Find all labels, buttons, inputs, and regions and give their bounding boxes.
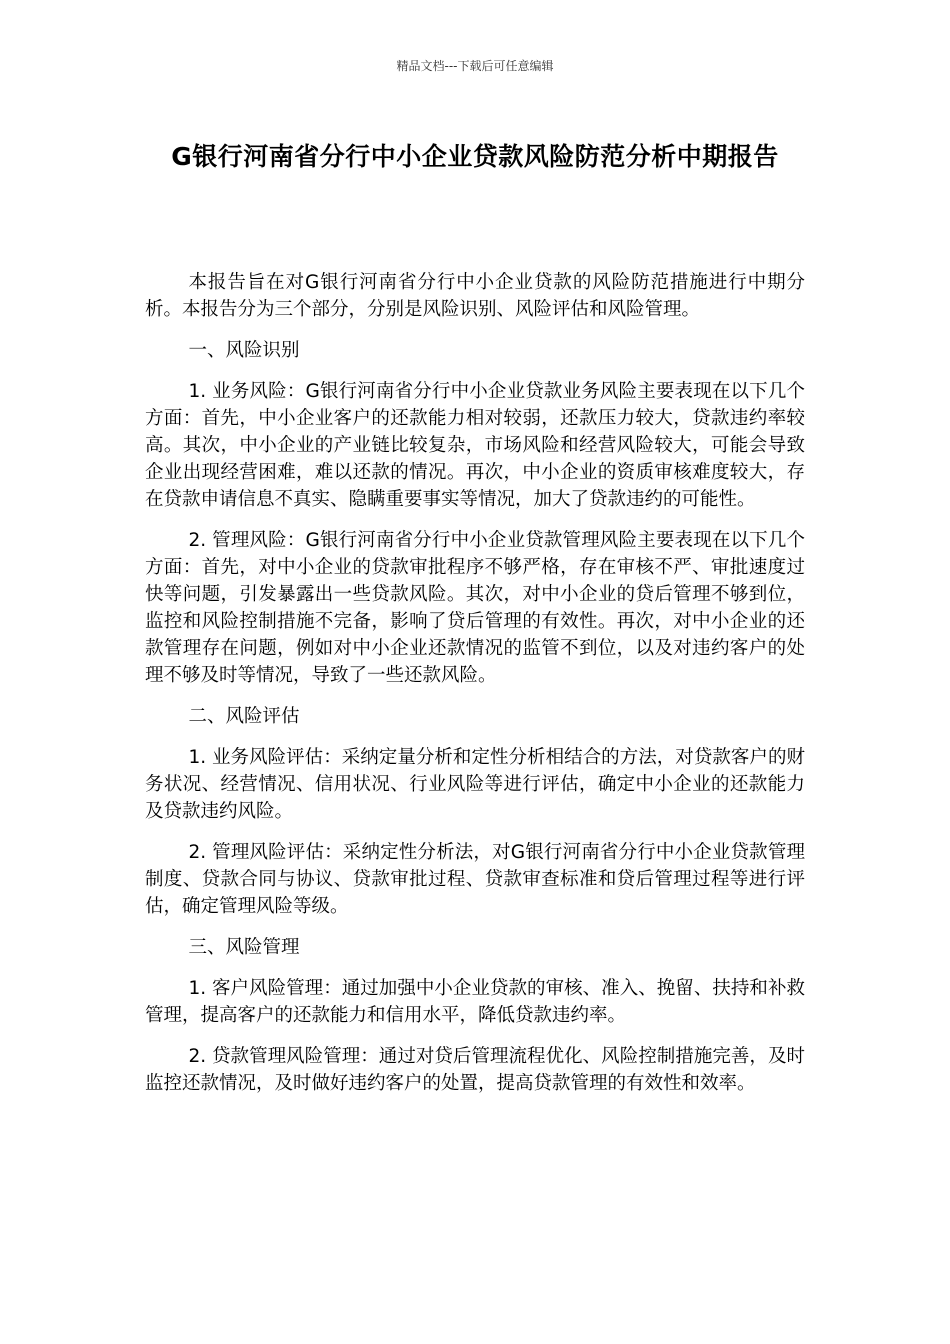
paragraph-customer-risk-management: 1. 客户风险管理：通过加强中小企业贷款的审核、准入、挽留、扶持和补救管理，提高客户的还款能力和信用水平，降低贷款违约率。 [145, 978, 805, 1026]
paragraph-management-risk: 2. 管理风险：G银行河南省分行中小企业贷款管理风险主要表现在以下几个方面：首先，对中小企业的贷款审批程序不够严格，存在审核不严、审批速度过快等问题，引发暴露出一些贷款风险。其次，对中小企业的贷后管理不够到位，监控和风险控制措施不完备，影响了贷后管理的有效性。再次，对中小企业的还款管理存在问题，例如对中小企业还款情况的监管不到位，以及对违约客户的处理不够及时等情况，导致了一些还款风险。 [145, 530, 805, 686]
section-heading-risk-management: 三、风险管理 [188, 937, 300, 958]
paragraph-loan-management-risk-management: 2. 贷款管理风险管理：通过对贷后管理流程优化、风险控制措施完善，及时监控还款情况，及时做好违约客户的处置，提高贷款管理的有效性和效率。 [145, 1046, 805, 1094]
page-header: 精品文档---下载后可任意编辑 [396, 59, 554, 73]
paragraph-business-risk: 1. 业务风险：G银行河南省分行中小企业贷款业务风险主要表现在以下几个方面：首先，中小企业客户的还款能力相对较弱，还款压力较大，贷款违约率较高。其次，中小企业的产业链比较复杂，市场风险和经营风险较大，可能会导致企业出现经营困难，难以还款的情况。再次，中小企业的资质审核难度较大，存在贷款申请信息不真实、隐瞒重要事实等情况，加大了贷款违约的可能性。 [145, 381, 805, 510]
document-title: G银行河南省分行中小企业贷款风险防范分析中期报告 [171, 142, 779, 171]
intro-paragraph: 本报告旨在对G银行河南省分行中小企业贷款的风险防范措施进行中期分析。本报告分为三个部分，分别是风险识别、风险评估和风险管理。 [145, 272, 805, 320]
section-heading-risk-assessment: 二、风险评估 [188, 706, 300, 727]
section-heading-risk-identification: 一、风险识别 [188, 340, 300, 361]
document-body [145, 269, 805, 1111]
paragraph-business-risk-assessment: 1. 业务风险评估：采纳定量分析和定性分析相结合的方法，对贷款客户的财务状况、经营情况、信用状况、行业风险等进行评估，确定中小企业的还款能力及贷款违约风险。 [145, 747, 805, 822]
paragraph-management-risk-assessment: 2. 管理风险评估：采纳定性分析法，对G银行河南省分行中小企业贷款管理制度、贷款合同与协议、贷款审批过程、贷款审查标准和贷后管理过程等进行评估，确定管理风险等级。 [145, 842, 805, 917]
